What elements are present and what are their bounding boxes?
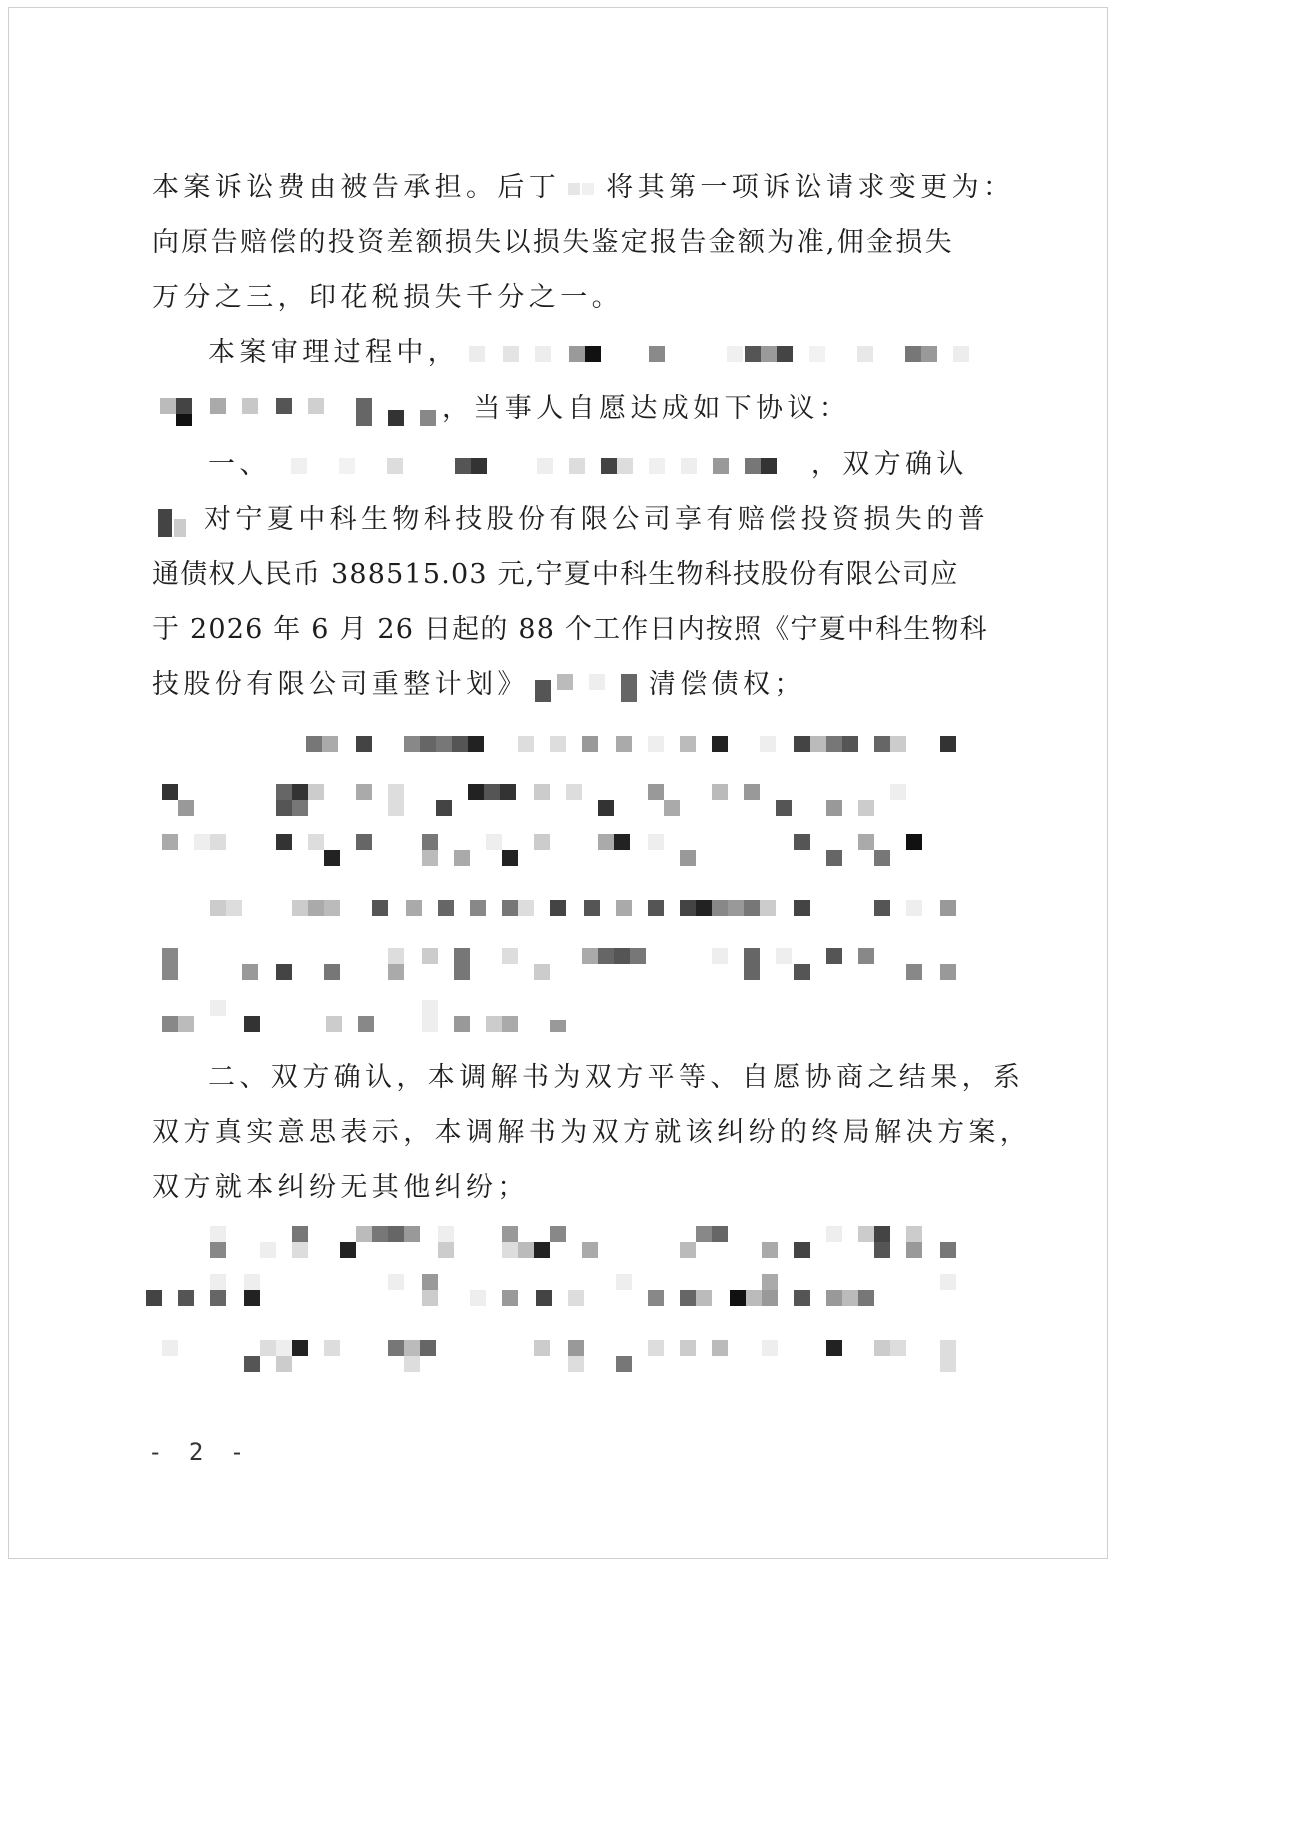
redacted-block xyxy=(150,780,965,832)
paragraph-line xyxy=(208,333,979,373)
paragraph-line: 向原告赔偿的投资差额损失以损失鉴定报告金额为准,佣金损失 xyxy=(152,227,954,258)
paragraph-line: 通债权人民币 388515.03 元,宁夏中科生物科技股份有限公司应 xyxy=(152,559,959,590)
redacted-block xyxy=(150,1336,965,1388)
page-number: - 2 - xyxy=(148,1438,251,1466)
redacted-block xyxy=(150,1274,965,1326)
paragraph-line xyxy=(152,500,989,540)
text-segment: ，双方确认 xyxy=(810,449,968,480)
paragraph-line xyxy=(208,445,968,485)
paragraph-line xyxy=(152,168,1014,208)
paragraph-line: 万分之三，印花税损失千分之一。 xyxy=(152,282,623,313)
redacted-block xyxy=(150,830,965,882)
redacted-text xyxy=(271,450,811,482)
redacted-name xyxy=(560,173,606,205)
text-segment: 本案审理过程中， xyxy=(208,337,460,368)
text-segment: 一、 xyxy=(208,449,271,480)
text-segment: 对宁夏中科生物科技股份有限公司享有赔偿投资损失的普 xyxy=(204,504,989,535)
redacted-text xyxy=(459,338,979,370)
paragraph-line: 双方就本纠纷无其他纠纷； xyxy=(152,1172,529,1203)
paragraph-line: 于 2026 年 6 月 26 日起的 88 个工作日内按照《宁夏中科生物科 xyxy=(152,614,988,645)
redacted-block xyxy=(150,944,965,996)
redacted-text xyxy=(152,394,442,426)
redacted-block xyxy=(150,996,965,1048)
paragraph-line xyxy=(152,665,806,705)
text-segment: 本案诉讼费由被告承担。后丁 xyxy=(152,172,561,203)
redacted-block xyxy=(150,728,965,780)
redacted-block xyxy=(150,892,965,944)
redacted-block xyxy=(150,1222,965,1274)
redacted-text xyxy=(529,670,649,702)
paragraph-line: 双方真实意思表示，本调解书为双方就该纠纷的终局解决方案， xyxy=(152,1117,1032,1148)
text-segment: 技股份有限公司重整计划》 xyxy=(152,669,529,700)
redacted-name xyxy=(152,505,204,537)
text-segment: ，当事人自愿达成如下协议： xyxy=(442,393,851,424)
paragraph-line: 二、双方确认，本调解书为双方平等、自愿协商之结果，系 xyxy=(208,1062,1025,1093)
text-segment: 将其第一项诉讼请求变更为： xyxy=(606,172,1015,203)
text-segment: 清偿债权； xyxy=(648,669,806,700)
paragraph-line xyxy=(152,389,850,429)
